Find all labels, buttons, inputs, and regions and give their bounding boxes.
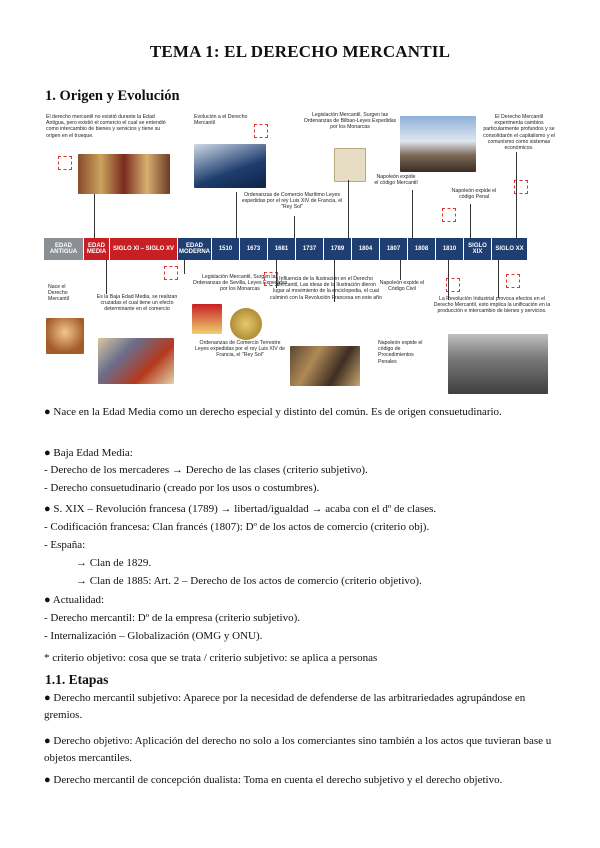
timeline-caption: Napoleón expide el código Mercantil [374,174,418,187]
timeline-segment: SIGLO XX [492,238,528,260]
body-paragraph: ● Derecho mercantil de concepción dualista: Toma en cuenta el derecho subjetivo y el derecho objetivo. [44,774,503,786]
timeline-segment: 1510 [212,238,240,260]
page-title: TEMA 1: EL DERECHO MERCANTIL [149,42,451,61]
seal-image [230,308,262,340]
timeline-segment: 1804 [352,238,380,260]
napoleon-image [400,116,476,172]
body-paragraph: - Derecho mercantil: Dº de la empresa (criterio subjetivo). [44,612,300,624]
body-paragraph: → Clan de 1885: Art. 2 – Derecho de los actos de comercio (criterio objetivo). [76,575,422,587]
document-image [334,148,366,182]
timeline-caption: Napoleón expide el código Penal [451,188,497,201]
timeline-segment: 1810 [436,238,464,260]
timeline-caption: Legislación Mercantil, Surgen las Ordenanzas de Sevilla, Leyes Expedidas por los Monarcas [192,274,288,293]
body-paragraph: - España: [44,539,86,551]
connector-line [498,260,499,298]
timeline-caption: Evolución a el Derecho Mercantil [194,114,248,127]
connector-line [236,192,237,238]
connector-line [470,204,471,238]
connector-line [412,190,413,238]
timeline-segment: 1681 [268,238,296,260]
body-paragraph: - Internalización – Globalización (OMG y ONU). [44,630,263,642]
timeline-segment: 1737 [296,238,324,260]
connector-line [184,260,185,274]
body-paragraph: - Codificación francesa: Clan francés (1807): Dº de los actos de comercio (criterio obj). [44,521,430,533]
subsection-heading: 1.1. Etapas [45,672,109,687]
connector-line [94,194,95,238]
timeline-caption: Es la Baja Edad Media, se realizan cruzadas el cual tiene un efecto determinante en el comercio [96,294,178,313]
body-paragraph: → Clan de 1829. [76,557,152,569]
coat-of-arms-image [192,304,222,334]
timeline-caption: Napoleón expide el Código Civil [379,280,425,293]
body-paragraph: ● Nace en la Edad Media como un derecho especial y distinto del común. Es de origen consuetudinario. [44,406,502,418]
soldiers-image [78,154,170,194]
body-paragraph: - Derecho de los mercaderes → Derecho de las clases (criterio subjetivo). [44,464,368,476]
timeline-segment: 1789 [324,238,352,260]
marker-icon [442,208,456,222]
timeline-segment: EDAD MODERNA [178,238,212,260]
timeline-caption: Influencia de la Ilustración en el Derecho Mercantil, Las ideas de la Ilustración dieron lugar al movimiento de la enciclopedia, el cual culminó con la Revolución Francesa en este año [270,276,382,301]
marker-icon [254,124,268,138]
timeline-caption: El derecho mercantil no existió durante la Edad Antigua, pero existió el comercio el cual se entendió como intercambio de bienes y servicios y tiene su origen en el trueque. [46,114,166,139]
book-image [194,144,266,188]
timeline-segment: SIGLO XI – SIGLO XV [110,238,178,260]
timeline-caption: Nace el Derecho Mercantil [48,284,70,303]
timeline-segment: EDAD ANTIGUA [44,238,84,260]
connector-line [106,260,107,294]
timeline-segment: EDAD MEDIA [84,238,110,260]
timeline-caption: Legislación Mercantil, Surgen las Ordenanzas de Bilbao-Leyes Expedidas por los Monarcas [303,112,397,131]
industrial-image [448,334,548,394]
timeline-segment: 1807 [380,238,408,260]
timeline-segment: 1808 [408,238,436,260]
body-paragraph: * criterio objetivo: cosa que se trata / criterio subjetivo: se aplica a personas [44,652,378,664]
connector-line [348,180,349,238]
marker-icon [506,274,520,288]
body-paragraph: ● Baja Edad Media: [44,447,133,459]
body-paragraph: ● Derecho objetivo: Aplicación del derecho no solo a los comerciantes sino también a los actos que tuvieran base u objetos mercantiles. [44,735,552,764]
timeline-caption: Napoleón expide el código de Procedimientos Penales [378,340,423,365]
timeline-bar [44,238,558,260]
body-paragraph: ● S. XIX – Revolución francesa (1789) → libertad/igualdad → acaba con el dº de clases. [44,503,437,515]
connector-line [400,260,401,280]
timeline-segment: SIGLO XIX [464,238,492,260]
revolution-image [290,346,360,386]
merchant-image [46,318,84,354]
marker-icon [58,156,72,170]
crusades-image [98,338,174,384]
timeline-segment: 1673 [240,238,268,260]
timeline-caption: Ordenanzas de Comercio Terrestre Leyes expedidas por el rey Luis XIV de Francia, el "Rey Sol" [195,340,285,359]
timeline-infographic [44,108,558,400]
timeline-caption: El Derecho Mercantil experimenta cambios particularmente profundos y se consolidarón el capitalismo y el comunismo como sistemas económicos. [483,114,555,152]
connector-line [516,152,517,238]
body-paragraph: ● Derecho mercantil subjetivo: Aparece por la necesidad de defenderse de las arbitrariedades agrupándose en gremios. [44,692,526,721]
body-paragraph: - Derecho consuetudinario (creado por los usos o costumbres). [44,482,320,494]
timeline-caption: La Revolución Industrial provoca efectos en el Derecho Mercantil, esto implica la unificación en la producción e intercambio de bienes y servicios. [433,296,551,315]
connector-line [294,216,295,238]
marker-icon [164,266,178,280]
section-heading: 1. Origen y Evolución [45,88,180,104]
timeline-caption: Ordenanzas de Comercio Marítimo Leyes expedidas por el rey Luis XIV de Francia, el "Rey Sol" [241,192,343,211]
connector-line [448,260,449,300]
body-paragraph: ● Actualidad: [44,594,105,606]
